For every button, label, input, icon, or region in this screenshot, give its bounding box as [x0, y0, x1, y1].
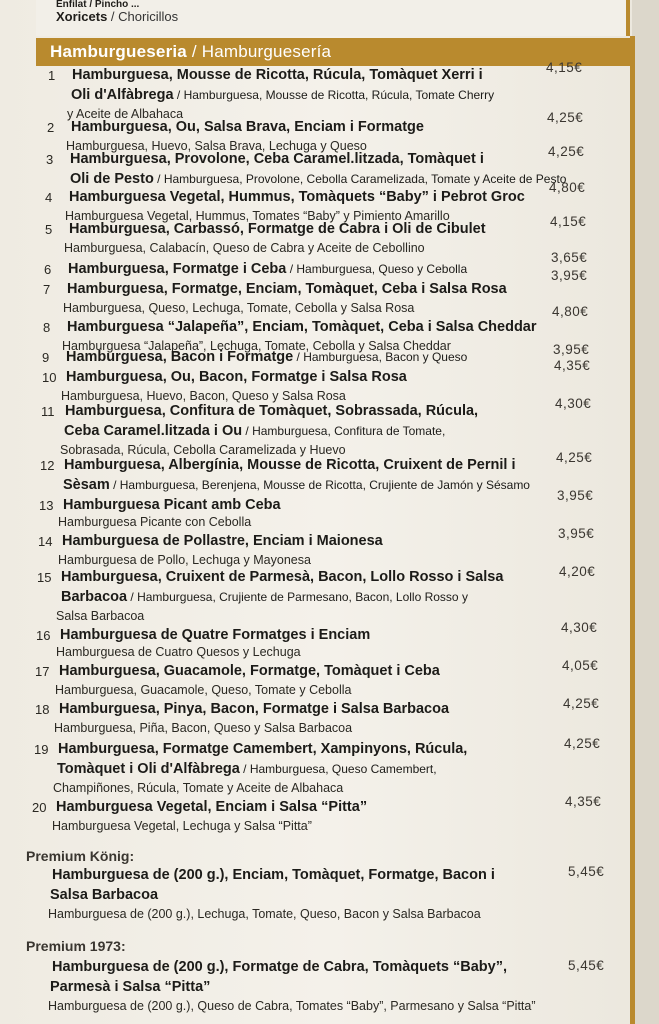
item-title-line-2: Oli de Pesto / Hamburguesa, Provolone, Cebolla Caramelizada, Tomate y Aceite de Pesto [70, 171, 567, 187]
item-title: Hamburguesa, Albergínia, Mousse de Ricotta, Cruixent de Pernil i [64, 457, 516, 473]
item-description: Hamburguesa, Huevo, Salsa Brava, Lechuga y Queso [66, 139, 367, 153]
premium-label: Premium König: [26, 848, 135, 864]
section-title-es: / Hamburguesería [186, 42, 332, 61]
item-subtitle: / Hamburguesa, Queso Camembert, [239, 762, 437, 776]
item-title: Hamburguesa de Pollastre, Enciam i Maionesa [62, 533, 383, 549]
item-price: 3,95€ [558, 526, 595, 541]
item-title: Hamburguesa, Pinya, Bacon, Formatge i Salsa Barbacoa [59, 701, 450, 717]
item-title: Hamburguesa Vegetal, Enciam i Salsa “Pitta” [56, 799, 368, 815]
item-description: Hamburguesa, Piña, Bacon, Queso y Salsa Barbacoa [54, 721, 353, 735]
item-subtitle: / Hamburguesa, Mousse de Ricotta, Rúcula, Tomate Cherry [173, 88, 495, 102]
item-number: 9 [42, 350, 50, 365]
item-subtitle: / Hamburguesa, Bacon y Queso [293, 350, 468, 364]
item-description: Salsa Barbacoa [56, 609, 145, 623]
item-number: 20 [32, 800, 47, 815]
item-price: 3,95€ [551, 268, 588, 283]
item-number: 14 [38, 534, 53, 549]
item-title-line-2: Tomàquet i Oli d'Alfàbrega / Hamburguesa, Queso Camembert, [57, 761, 437, 777]
item-subtitle: / Hamburguesa, Crujiente de Parmesano, Bacon, Lollo Rosso y [127, 590, 468, 604]
item-number: 15 [37, 570, 52, 585]
item-description: Hamburguesa de Pollo, Lechuga y Mayonesa [58, 553, 311, 567]
item-number: 7 [43, 282, 51, 297]
item-price: 3,65€ [551, 250, 588, 265]
item-description: Sobrasada, Rúcula, Cebolla Caramelizada y Huevo [60, 443, 346, 457]
item-description: Hamburguesa, Guacamole, Queso, Tomate y Cebolla [55, 683, 352, 697]
item-price: 4,20€ [559, 564, 596, 579]
item-title-line-2: Sèsam / Hamburguesa, Berenjena, Mousse de Ricotta, Crujiente de Jamón y Sésamo [63, 477, 530, 493]
item-title: Hamburguesa, Bacon i Formatge / Hamburguesa, Bacon y Queso [66, 349, 468, 365]
premium-label: Premium 1973: [26, 938, 126, 954]
premium-title: Hamburguesa de (200 g.), Formatge de Cabra, Tomàquets “Baby”, [52, 959, 507, 975]
item-number: 4 [45, 190, 53, 205]
item-number: 12 [40, 458, 55, 473]
item-price: 4,15€ [546, 60, 583, 75]
item-price: 4,25€ [556, 450, 593, 465]
previous-line-2-es: / Choricillos [107, 9, 179, 24]
item-number: 16 [36, 628, 51, 643]
item-title: Hamburguesa, Carbassó, Formatge de Cabra i Oli de Cibulet [69, 221, 486, 237]
item-price: 3,95€ [553, 342, 590, 357]
item-title: Hamburguesa, Formatge i Ceba / Hamburguesa, Queso y Cebolla [68, 261, 468, 277]
item-description: Hamburguesa “Jalapeña”, Lechuga, Tomate, Cebolla y Salsa Cheddar [62, 339, 451, 353]
item-title-line-2: Barbacoa / Hamburguesa, Crujiente de Parmesano, Bacon, Lollo Rosso y [61, 589, 468, 605]
item-price: 4,35€ [554, 358, 591, 373]
item-price: 4,25€ [548, 144, 585, 159]
item-description: Hamburguesa, Huevo, Bacon, Queso y Salsa Rosa [61, 389, 346, 403]
item-price: 3,95€ [557, 488, 594, 503]
previous-line-1: Enfilat / Pincho ... [56, 0, 140, 10]
item-price: 4,30€ [555, 396, 592, 411]
item-price: 4,25€ [563, 696, 600, 711]
item-number: 5 [45, 222, 53, 237]
premium-description: Hamburguesa de (200 g.), Queso de Cabra, Tomates “Baby”, Parmesano y Salsa “Pitta” [48, 999, 536, 1013]
item-title: Hamburguesa, Ou, Bacon, Formatge i Salsa Rosa [66, 369, 407, 385]
premium-price: 5,45€ [568, 958, 605, 973]
item-price: 4,30€ [561, 620, 598, 635]
premium-title: Hamburguesa de (200 g.), Enciam, Tomàquet, Formatge, Bacon i [52, 867, 495, 883]
premium-title-line-2: Parmesà i Salsa “Pitta” [50, 979, 211, 995]
item-title: Hamburguesa, Guacamole, Formatge, Tomàquet i Ceba [59, 663, 440, 679]
item-description: Hamburguesa, Queso, Lechuga, Tomate, Cebolla y Salsa Rosa [63, 301, 415, 315]
item-subtitle: / Hamburguesa, Berenjena, Mousse de Ricotta, Crujiente de Jamón y Sésamo [109, 478, 530, 492]
item-number: 2 [47, 120, 55, 135]
item-description: Champiñones, Rúcula, Tomate y Aceite de Albahaca [53, 781, 344, 795]
premium-title-line-2: Salsa Barbacoa [50, 887, 159, 903]
item-subtitle: / Hamburguesa, Confitura de Tomate, [242, 424, 446, 438]
premium-description: Hamburguesa de (200 g.), Lechuga, Tomate, Queso, Bacon y Salsa Barbacoa [48, 907, 481, 921]
item-subtitle: / Hamburguesa, Queso y Cebolla [286, 262, 468, 276]
item-description: Hamburguesa de Cuatro Quesos y Lechuga [56, 645, 301, 659]
item-price: 4,80€ [552, 304, 589, 319]
item-number: 8 [43, 320, 51, 335]
item-price: 4,80€ [549, 180, 586, 195]
item-price: 4,25€ [564, 736, 601, 751]
item-number: 11 [41, 404, 55, 419]
item-number: 1 [48, 68, 56, 83]
item-description: Hamburguesa Vegetal, Lechuga y Salsa “Pitta” [52, 819, 312, 833]
item-title: Hamburguesa Picant amb Ceba [63, 497, 281, 513]
item-price: 4,25€ [547, 110, 584, 125]
item-title: Hamburguesa de Quatre Formatges i Enciam [60, 627, 371, 643]
item-title: Hamburguesa, Provolone, Ceba Caramel.litzada, Tomàquet i [70, 151, 484, 167]
item-title: Hamburguesa “Jalapeña”, Enciam, Tomàquet, Ceba i Salsa Cheddar [67, 319, 537, 335]
item-title: Hamburguesa, Ou, Salsa Brava, Enciam i Formatge [71, 119, 424, 135]
item-subtitle: / Hamburguesa, Provolone, Cebolla Caramelizada, Tomate y Aceite de Pesto [153, 172, 567, 186]
item-number: 10 [42, 370, 57, 385]
item-title-line-2: Oli d'Alfàbrega / Hamburguesa, Mousse de Ricotta, Rúcula, Tomate Cherry [71, 87, 495, 103]
item-title-line-2: Ceba Caramel.litzada i Ou / Hamburguesa, Confitura de Tomate, [64, 423, 446, 439]
section-title-ca: Hamburgueseria [50, 42, 187, 61]
item-number: 6 [44, 262, 52, 277]
item-description: Hamburguesa, Calabacín, Queso de Cabra y Aceite de Cebollino [64, 241, 425, 255]
item-price: 4,05€ [562, 658, 599, 673]
item-number: 19 [34, 742, 49, 757]
item-number: 17 [35, 664, 50, 679]
item-title: Hamburguesa, Formatge Camembert, Xampinyons, Rúcula, [58, 741, 468, 757]
item-title: Hamburguesa, Mousse de Ricotta, Rúcula, Tomàquet Xerri i [72, 67, 483, 83]
item-number: 3 [46, 152, 54, 167]
item-number: 18 [35, 702, 50, 717]
previous-line-2-cat: Xoricets [56, 9, 108, 24]
item-description: Hamburguesa Vegetal, Hummus, Tomates “Baby” y Pimiento Amarillo [65, 209, 450, 223]
item-title: Hamburguesa, Cruixent de Parmesà, Bacon, Lollo Rosso i Salsa [61, 569, 504, 585]
premium-price: 5,45€ [568, 864, 605, 879]
item-number: 13 [39, 498, 54, 513]
item-description: Hamburguesa Picante con Cebolla [58, 515, 252, 529]
item-price: 4,15€ [550, 214, 587, 229]
item-title: Hamburguesa Vegetal, Hummus, Tomàquets “Baby” i Pebrot Groc [69, 189, 525, 205]
item-title: Hamburguesa, Confitura de Tomàquet, Sobrassada, Rúcula, [65, 403, 479, 419]
item-description: y Aceite de Albahaca [67, 107, 184, 121]
item-price: 4,35€ [565, 794, 602, 809]
item-title: Hamburguesa, Formatge, Enciam, Tomàquet, Ceba i Salsa Rosa [67, 281, 507, 297]
